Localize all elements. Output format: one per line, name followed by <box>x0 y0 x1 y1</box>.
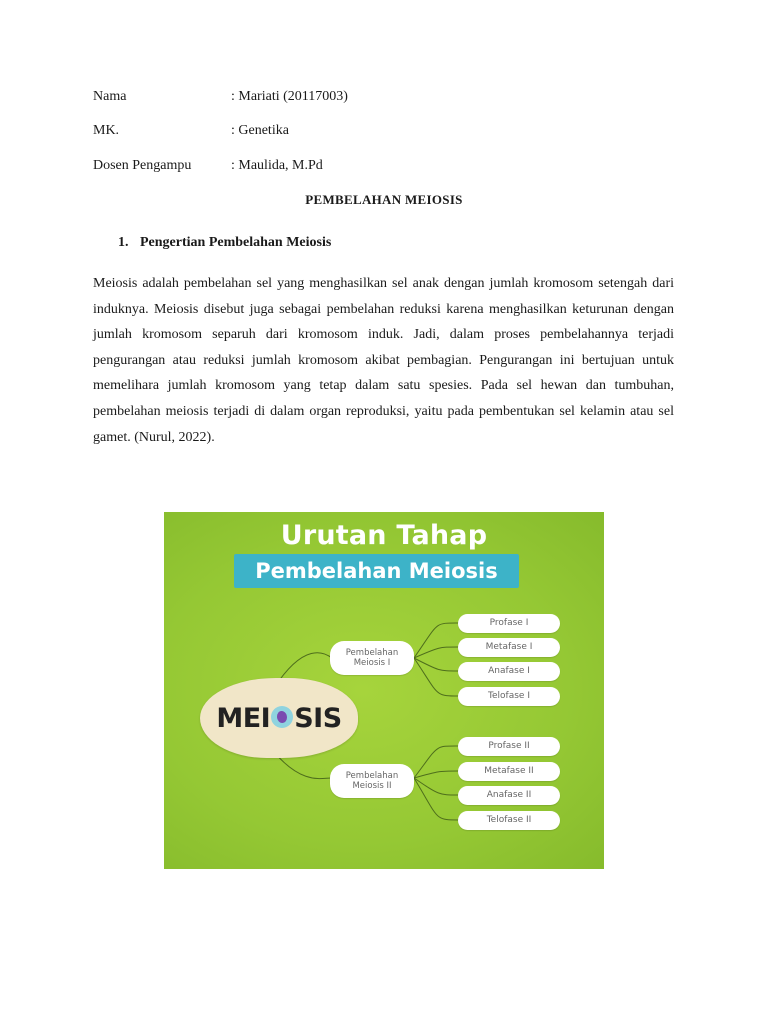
phase-telofase-1: Telofase I <box>458 687 560 706</box>
meiosis-label-suffix: SIS <box>294 702 342 734</box>
branch-2-line1: Pembelahan <box>345 771 399 781</box>
value-dosen: : Maulida, M.Pd <box>231 158 323 173</box>
phase-metafase-1: Metafase I <box>458 638 560 657</box>
label-nama: Nama <box>93 89 127 104</box>
body-paragraph: Meiosis adalah pembelahan sel yang menghasilkan sel anak dengan jumlah kromosom setengah dari induknya. Meiosis disebut juga sebagai pembelahan reduksi karena menghasilkan keturunan dengan jumlah kromosom separuh dari kromosom induk. Jadi, dalam proses pembelahannya terjadi pengurangan atau reduksi jumlah kromosom akibat pembagian. Pengurangan ini bertujuan untuk memelihara jumlah kromosom yang tetap dalam satu spesies. Pada sel hewan dan tumbuhan, pembelahan meiosis terjadi di dalam organ reproduksi, yaitu pada pembentukan sel kelamin atau sel gamet. (Nurul, 2022). <box>93 276 674 445</box>
branch-2-line2: Meiosis II <box>352 781 392 791</box>
phase-anafase-1: Anafase I <box>458 662 560 681</box>
label-mk: MK. <box>93 123 120 138</box>
meiosis-cloud <box>200 678 358 758</box>
meiosis-label-prefix: MEI <box>216 702 271 734</box>
branch-meiosis-1 <box>330 641 414 675</box>
figure-title-line1: Urutan Tahap <box>280 520 488 551</box>
value-mk: : Genetika <box>231 123 289 138</box>
label-dosen: Dosen Pengampu <box>93 158 192 173</box>
branch-meiosis-2 <box>330 764 414 798</box>
meiosis-figure <box>164 512 604 869</box>
phase-anafase-2: Anafase II <box>458 786 560 805</box>
branch-1-line1: Pembelahan <box>345 648 399 658</box>
value-nama: : Mariati (20117003) <box>231 89 348 104</box>
figure-title-line2: Pembelahan Meiosis <box>234 554 519 588</box>
section-number: 1. <box>118 235 129 250</box>
meiosis-label <box>200 678 358 758</box>
branch-1-line2: Meiosis I <box>353 658 391 668</box>
cell-icon <box>271 706 293 728</box>
phase-profase-2: Profase II <box>458 737 560 756</box>
section-heading-text: Pengertian Pembelahan Meiosis <box>140 235 332 250</box>
phase-metafase-2: Metafase II <box>458 762 560 781</box>
phase-telofase-2: Telofase II <box>458 811 560 830</box>
phase-profase-1: Profase I <box>458 614 560 633</box>
document-title: PEMBELAHAN MEIOSIS <box>305 192 463 207</box>
section-heading <box>118 235 331 251</box>
